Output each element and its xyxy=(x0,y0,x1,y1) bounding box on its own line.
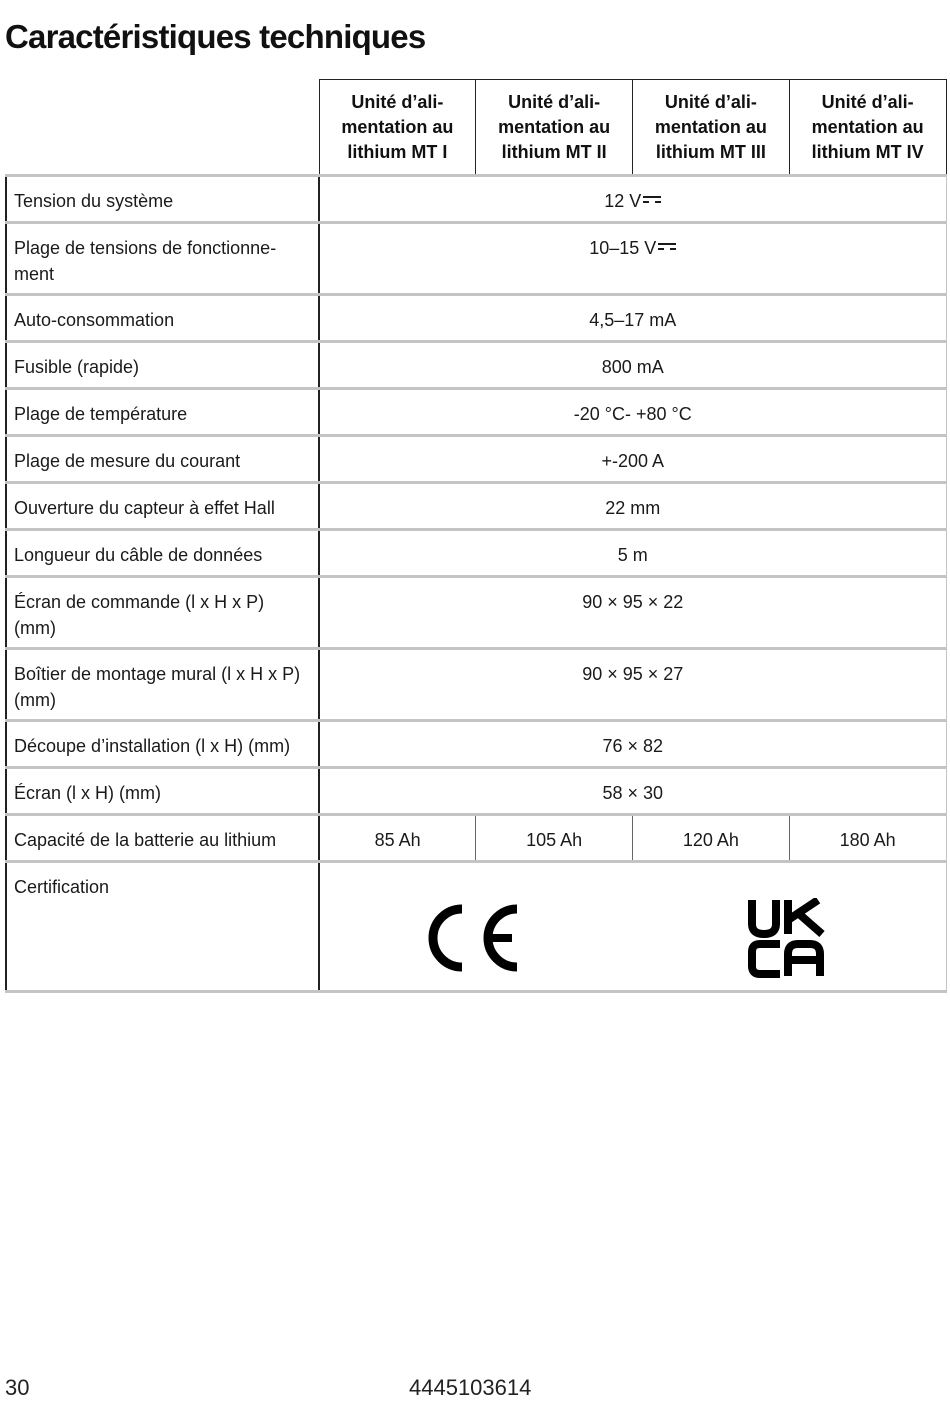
row-label-control-screen: Écran de commande (l x H x P) (mm) xyxy=(6,577,319,649)
row-value-fuse: 800 mA xyxy=(319,342,946,389)
row-label-self-consumption: Auto-consommation xyxy=(6,295,319,342)
row-label-operating-voltage-range: Plage de tensions de fonctionne- ment xyxy=(6,223,319,295)
row-value-wall-mount-housing: 90 × 95 × 27 xyxy=(319,649,946,721)
column-header-mt-iii: Unité d’ali- mentation au lithium MT III xyxy=(633,80,790,176)
row-label-display: Écran (l x H) (mm) xyxy=(6,768,319,815)
row-label-certification: Certification xyxy=(6,862,319,992)
table-row xyxy=(6,342,946,389)
row-value-installation-cutout: 76 × 82 xyxy=(319,721,946,768)
table-row xyxy=(6,295,946,342)
table-row xyxy=(6,176,946,223)
row-label-data-cable-length: Longueur du câble de données xyxy=(6,530,319,577)
row-label-battery-capacity: Capacité de la batterie au lithium xyxy=(6,815,319,862)
ce-mark-icon xyxy=(425,903,521,973)
row-value-control-screen: 90 × 95 × 22 xyxy=(319,577,946,649)
table-row xyxy=(6,721,946,768)
header-blank-cell xyxy=(6,80,319,176)
row-value-hall-sensor-opening: 22 mm xyxy=(319,483,946,530)
dc-symbol-icon xyxy=(643,196,661,204)
specifications-table xyxy=(5,79,947,993)
row-value-data-cable-length: 5 m xyxy=(319,530,946,577)
table-row xyxy=(6,483,946,530)
table-row xyxy=(6,862,946,992)
table-row xyxy=(6,577,946,649)
battery-capacity-mt-i: 85 Ah xyxy=(319,815,476,862)
table-row xyxy=(6,815,946,862)
row-value-system-voltage: 12 V xyxy=(319,176,946,223)
page-number: 30 xyxy=(5,1375,30,1400)
table-row xyxy=(6,530,946,577)
document-code: 4445103614 xyxy=(409,1375,532,1400)
row-value-operating-voltage-range: 10–15 V xyxy=(319,223,946,295)
table-row xyxy=(6,389,946,436)
row-label-system-voltage: Tension du système xyxy=(6,176,319,223)
row-label-hall-sensor-opening: Ouverture du capteur à effet Hall xyxy=(6,483,319,530)
table-row xyxy=(6,223,946,295)
column-header-mt-i: Unité d’ali- mentation au lithium MT I xyxy=(319,80,476,176)
battery-capacity-mt-iv: 180 Ah xyxy=(789,815,946,862)
page-title: Caractéristiques techniques xyxy=(5,18,426,55)
row-label-current-measuring-range: Plage de mesure du courant xyxy=(6,436,319,483)
column-header-mt-ii: Unité d’ali- mentation au lithium MT II xyxy=(476,80,633,176)
row-value-current-measuring-range: +-200 A xyxy=(319,436,946,483)
row-label-fuse: Fusible (rapide) xyxy=(6,342,319,389)
table-row xyxy=(6,768,946,815)
table-header-row xyxy=(6,80,946,176)
row-value-self-consumption: 4,5–17 mA xyxy=(319,295,946,342)
row-label-installation-cutout: Découpe d’installation (l x H) (mm) xyxy=(6,721,319,768)
row-value-certification xyxy=(319,862,946,992)
row-label-wall-mount-housing: Boîtier de montage mural (l x H x P) (mm) xyxy=(6,649,319,721)
table-row xyxy=(6,436,946,483)
ukca-mark-icon xyxy=(748,898,826,978)
row-value-display: 58 × 30 xyxy=(319,768,946,815)
dc-symbol-icon xyxy=(658,243,676,251)
row-label-temperature-range: Plage de température xyxy=(6,389,319,436)
battery-capacity-mt-iii: 120 Ah xyxy=(633,815,790,862)
column-header-mt-iv: Unité d’ali- mentation au lithium MT IV xyxy=(789,80,946,176)
row-value-temperature-range: -20 °C- +80 °C xyxy=(319,389,946,436)
battery-capacity-mt-ii: 105 Ah xyxy=(476,815,633,862)
table-row xyxy=(6,649,946,721)
